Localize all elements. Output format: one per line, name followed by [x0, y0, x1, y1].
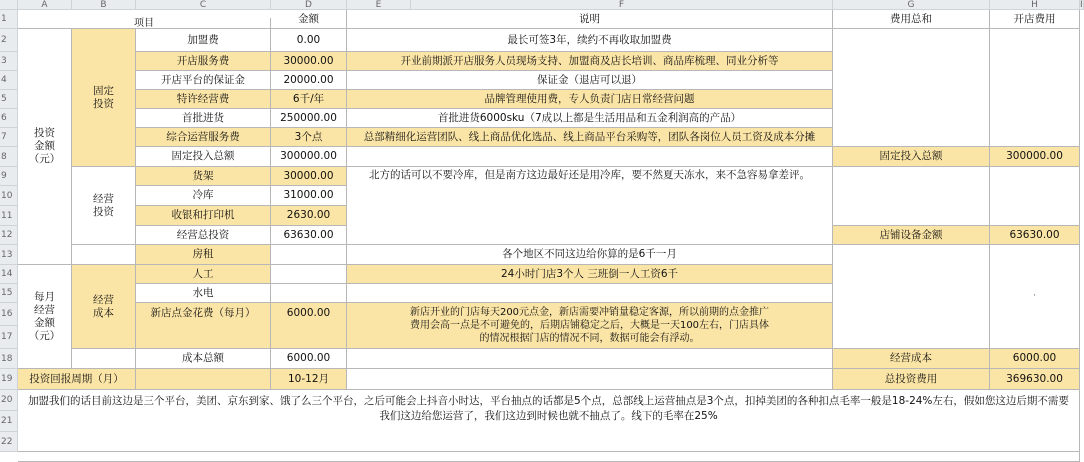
row-header-12[interactable]: 12: [0, 226, 18, 245]
row-header-15[interactable]: 15: [0, 284, 18, 303]
footer-note[interactable]: 加盟我们的话目前这边是三个平台，美团、京东到家、饿了么三个平台，之后可能会上抖音小时达，平台抽点的话都是5个点，总部线上运营抽点是3个点，扣掉美团的各种扣点毛率一般是18-24%左右，假如您这边后期不需要我们这边给您运营了，我们这边到时候也就不抽点了。线下的毛率在25%: [18, 390, 1080, 452]
summary-blank[interactable]: [990, 29, 1080, 147]
operating-note[interactable]: 北方的话可以不要冷库，但是南方这边最好还是用冷库，要不然夏天冻水，来不急容易拿差评。: [347, 167, 833, 245]
row-header-8[interactable]: 8: [0, 147, 18, 167]
group-investment-amount[interactable]: 投资 金额 （元）: [18, 29, 72, 265]
select-all-corner[interactable]: [0, 0, 18, 10]
header-amount[interactable]: 金额: [271, 10, 347, 29]
fixed-item-note[interactable]: 品牌管理使用费，专人负责门店日常经营问题: [347, 90, 833, 109]
row-header-11[interactable]: 11: [0, 206, 18, 226]
summary-blank[interactable]: [990, 167, 1080, 226]
row-header-4[interactable]: 4: [0, 71, 18, 90]
cost-item-amount[interactable]: [271, 284, 347, 303]
fixed-item-name[interactable]: 特许经营费: [136, 90, 271, 109]
row-header-18[interactable]: 18: [0, 349, 18, 369]
operating-item-name[interactable]: 货架: [136, 167, 271, 186]
fixed-item-note[interactable]: 最长可签3年，续约不再收取加盟费: [347, 29, 833, 52]
fixed-item-name[interactable]: 开店平台的保证金: [136, 71, 271, 90]
fixed-total-note-blank[interactable]: [347, 147, 833, 167]
summary-blank[interactable]: [833, 29, 990, 147]
column-header-f[interactable]: F: [411, 0, 833, 10]
operating-item-amount[interactable]: 31000.00: [271, 186, 347, 206]
rent-amount[interactable]: [271, 245, 347, 265]
cost-total-note-blank[interactable]: [347, 349, 833, 369]
cost-total-name[interactable]: 成本总额: [136, 349, 271, 369]
column-header-h[interactable]: H: [990, 0, 1080, 10]
row-header-3[interactable]: 3: [0, 52, 18, 71]
fixed-item-amount[interactable]: 30000.00: [271, 52, 347, 71]
row-header-16[interactable]: 16: [0, 303, 18, 326]
row-header-14[interactable]: 14: [0, 265, 18, 284]
summary-operating-cost-value[interactable]: 6000.00: [990, 349, 1080, 369]
header-explanation[interactable]: 说明: [347, 10, 833, 29]
summary-dot-cell[interactable]: ·: [990, 245, 1080, 349]
operating-item-amount[interactable]: 30000.00: [271, 167, 347, 186]
summary-blank[interactable]: [833, 245, 990, 349]
fixed-item-name[interactable]: 开店服务费: [136, 52, 271, 71]
cost-total-amount[interactable]: 6000.00: [271, 349, 347, 369]
column-header-d[interactable]: D: [271, 0, 347, 10]
header-total-cost[interactable]: 费用总和: [833, 10, 990, 29]
cost-item-name[interactable]: 人工: [136, 265, 271, 284]
summary-equipment-value[interactable]: 63630.00: [990, 226, 1080, 245]
fixed-total-name[interactable]: 固定投入总额: [136, 147, 271, 167]
fixed-item-name[interactable]: 综合运营服务费: [136, 128, 271, 147]
header-opening-cost[interactable]: 开店费用: [990, 10, 1080, 29]
operating-total-name[interactable]: 经营总投资: [136, 226, 271, 245]
row-header-21[interactable]: 21: [0, 411, 18, 432]
payback-note-blank[interactable]: [347, 369, 833, 390]
fixed-item-amount[interactable]: 3个点: [271, 128, 347, 147]
summary-total-investment-value[interactable]: 369630.00: [990, 369, 1080, 390]
summary-total-investment-label[interactable]: 总投资费用: [833, 369, 990, 390]
fixed-item-name[interactable]: 加盟费: [136, 29, 271, 52]
rent-note[interactable]: 各个地区不同这边给你算的是6千一月: [347, 245, 833, 265]
fixed-item-note[interactable]: 总部精细化运营团队、线上商品优化选品、线上商品平台采购等，团队各岗位人员工资及成本分摊: [347, 128, 833, 147]
row-header-5[interactable]: 5: [0, 90, 18, 109]
operating-total-amount[interactable]: 63630.00: [271, 226, 347, 245]
payback-value[interactable]: 10-12月: [271, 369, 347, 390]
fixed-item-note[interactable]: 首批进货6000sku（7成以上都是生活用品和五金利润高的产品）: [347, 109, 833, 128]
cost-item-name[interactable]: 新店点金花费（每月）: [136, 303, 271, 349]
fixed-item-amount[interactable]: 20000.00: [271, 71, 347, 90]
column-header-g[interactable]: G: [833, 0, 990, 10]
payback-blank[interactable]: [136, 369, 271, 390]
fixed-item-note[interactable]: 保证金（退店可以退）: [347, 71, 833, 90]
cost-item-amount[interactable]: [271, 265, 347, 284]
row-header-20[interactable]: 20: [0, 390, 18, 411]
summary-blank[interactable]: [833, 167, 990, 226]
row-header-13[interactable]: 13: [0, 245, 18, 265]
summary-operating-cost-label[interactable]: 经营成本: [833, 349, 990, 369]
row-header-9[interactable]: 9: [0, 167, 18, 186]
operating-item-name[interactable]: 收银和打印机: [136, 206, 271, 226]
fixed-item-amount[interactable]: 0.00: [271, 29, 347, 52]
cost-item-amount[interactable]: 6000.00: [271, 303, 347, 349]
header-item[interactable]: 项目: [18, 18, 271, 29]
operating-item-name[interactable]: 冷库: [136, 186, 271, 206]
fixed-total-amount[interactable]: 300000.00: [271, 147, 347, 167]
column-header-c[interactable]: C: [136, 0, 271, 10]
row-header-7[interactable]: 7: [0, 128, 18, 147]
row-header-19[interactable]: 19: [0, 369, 18, 390]
operating-item-amount[interactable]: 2630.00: [271, 206, 347, 226]
rent-left-blank[interactable]: [72, 245, 136, 265]
cost-note[interactable]: 新店开业的门店每天200元点金，新店需要冲销量稳定客源，所以前期的点金推广费用会高一点是不可避免的，后期店铺稳定之后，大概是一天100左右，门店具体的情况根据门店的情况不同，数据可能会有浮动。: [347, 303, 833, 349]
column-header-i[interactable]: I: [1080, 0, 1083, 10]
column-header-b[interactable]: B: [72, 0, 136, 10]
row-header-6[interactable]: 6: [0, 109, 18, 128]
summary-fixed-total-value[interactable]: 300000.00: [990, 147, 1080, 167]
fixed-item-name[interactable]: 首批进货: [136, 109, 271, 128]
group-operating-cost[interactable]: 经营 成本: [72, 265, 136, 349]
cost-item-name[interactable]: 水电: [136, 284, 271, 303]
cost-item-note[interactable]: 24小时门店3个人 三班倒一人工资6千: [347, 265, 833, 284]
fixed-item-amount[interactable]: 250000.00: [271, 109, 347, 128]
rent-name[interactable]: 房租: [136, 245, 271, 265]
fixed-item-amount[interactable]: 6千/年: [271, 90, 347, 109]
column-header-e[interactable]: E: [347, 0, 411, 10]
row-header-17[interactable]: 17: [0, 326, 18, 349]
summary-equipment-label[interactable]: 店铺设备金额: [833, 226, 990, 245]
row-header-2[interactable]: 2: [0, 29, 18, 52]
cost-item-note[interactable]: [347, 284, 833, 303]
row-header-10[interactable]: 10: [0, 186, 18, 206]
group-fixed-investment[interactable]: 固定 投资: [72, 29, 136, 167]
column-header-a[interactable]: A: [18, 0, 72, 10]
group-monthly-operating[interactable]: 每月 经营 金额 （元）: [18, 265, 72, 369]
cost-total-left-blank[interactable]: [72, 349, 136, 369]
summary-fixed-total-label[interactable]: 固定投入总额: [833, 147, 990, 167]
row-header-1[interactable]: 1: [0, 10, 18, 29]
bottom-row-blank[interactable]: [18, 452, 1080, 462]
payback-label[interactable]: 投资回报周期（月）: [18, 369, 136, 390]
row-header-22[interactable]: 22: [0, 432, 18, 452]
group-operating-investment[interactable]: 经营 投资: [72, 167, 136, 245]
fixed-item-note[interactable]: 开业前期派开店服务人员现场支持、加盟商及店长培训、商品库梳理、同业分析等: [347, 52, 833, 71]
